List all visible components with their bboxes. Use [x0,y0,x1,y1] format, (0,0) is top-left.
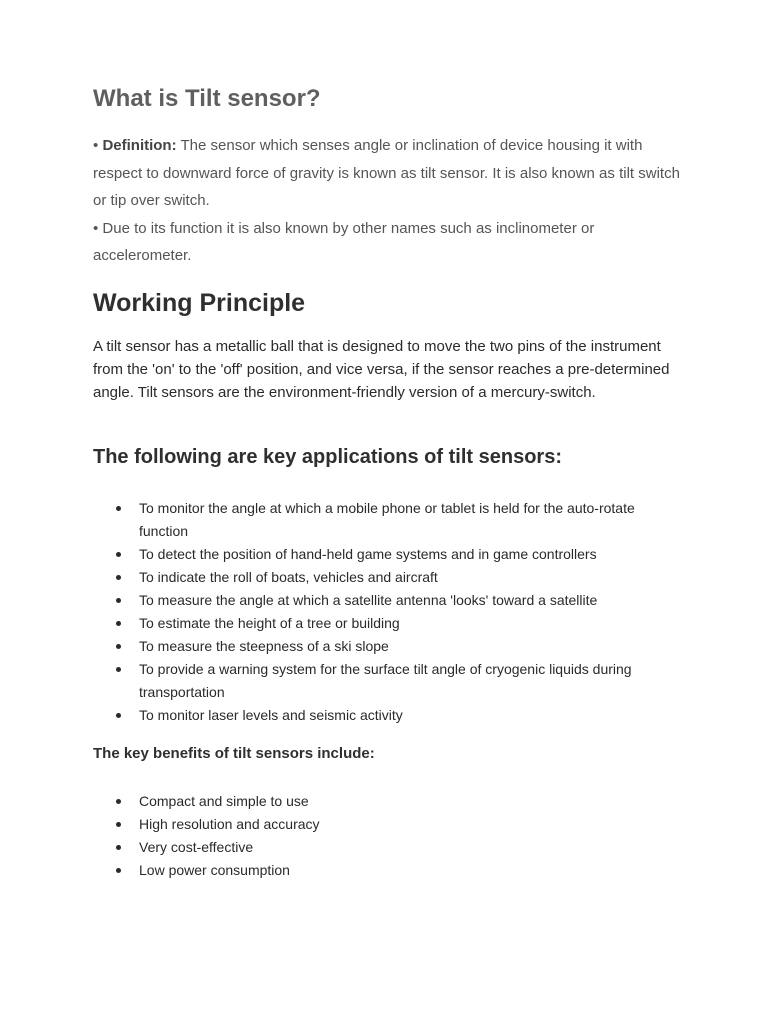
other-names-paragraph: • Due to its function it is also known by other names such as inclinometer or accelerometer. [93,219,595,265]
list-item: To measure the angle at which a satellite antenna 'looks' toward a satellite [93,589,653,612]
list-item: Low power consumption [93,859,653,882]
list-item: To indicate the roll of boats, vehicles and aircraft [93,566,653,589]
definition-block [93,132,683,270]
definition-text: The sensor which senses angle or inclination of device housing it with respect to downward force of gravity is known as tilt sensor. It is also known as tilt switch or tip over switch. [93,137,680,210]
list-item: To detect the position of hand-held game systems and in game controllers [93,543,653,566]
definition-term: Definition: [102,137,177,154]
what-is-heading: What is Tilt sensor? [93,85,321,112]
working-principle-heading: Working Principle [93,289,306,317]
benefits-list [93,790,653,882]
applications-list [93,497,653,727]
applications-heading: The following are key applications of tilt sensors: [93,446,562,468]
list-item: Compact and simple to use [93,790,653,813]
list-item: To estimate the height of a tree or building [93,612,653,635]
list-item: High resolution and accuracy [93,813,653,836]
list-item: To monitor the angle at which a mobile phone or tablet is held for the auto-rotate function [93,497,653,543]
definition-bullet: • [93,137,99,154]
list-item: To provide a warning system for the surface tilt angle of cryogenic liquids during transportation [93,658,653,704]
list-item: To monitor laser levels and seismic activity [93,704,653,727]
list-item: Very cost-effective [93,836,653,859]
list-item: To measure the steepness of a ski slope [93,635,653,658]
working-principle-body: A tilt sensor has a metallic ball that is designed to move the two pins of the instrument from the 'on' to the 'off' position, and vice versa, if the sensor reaches a pre-determined angle. Tilt sensors are the environment-friendly version of a mercury-switch. [93,338,670,401]
definition-paragraph [93,132,683,215]
benefits-heading: The key benefits of tilt sensors include: [93,745,375,762]
